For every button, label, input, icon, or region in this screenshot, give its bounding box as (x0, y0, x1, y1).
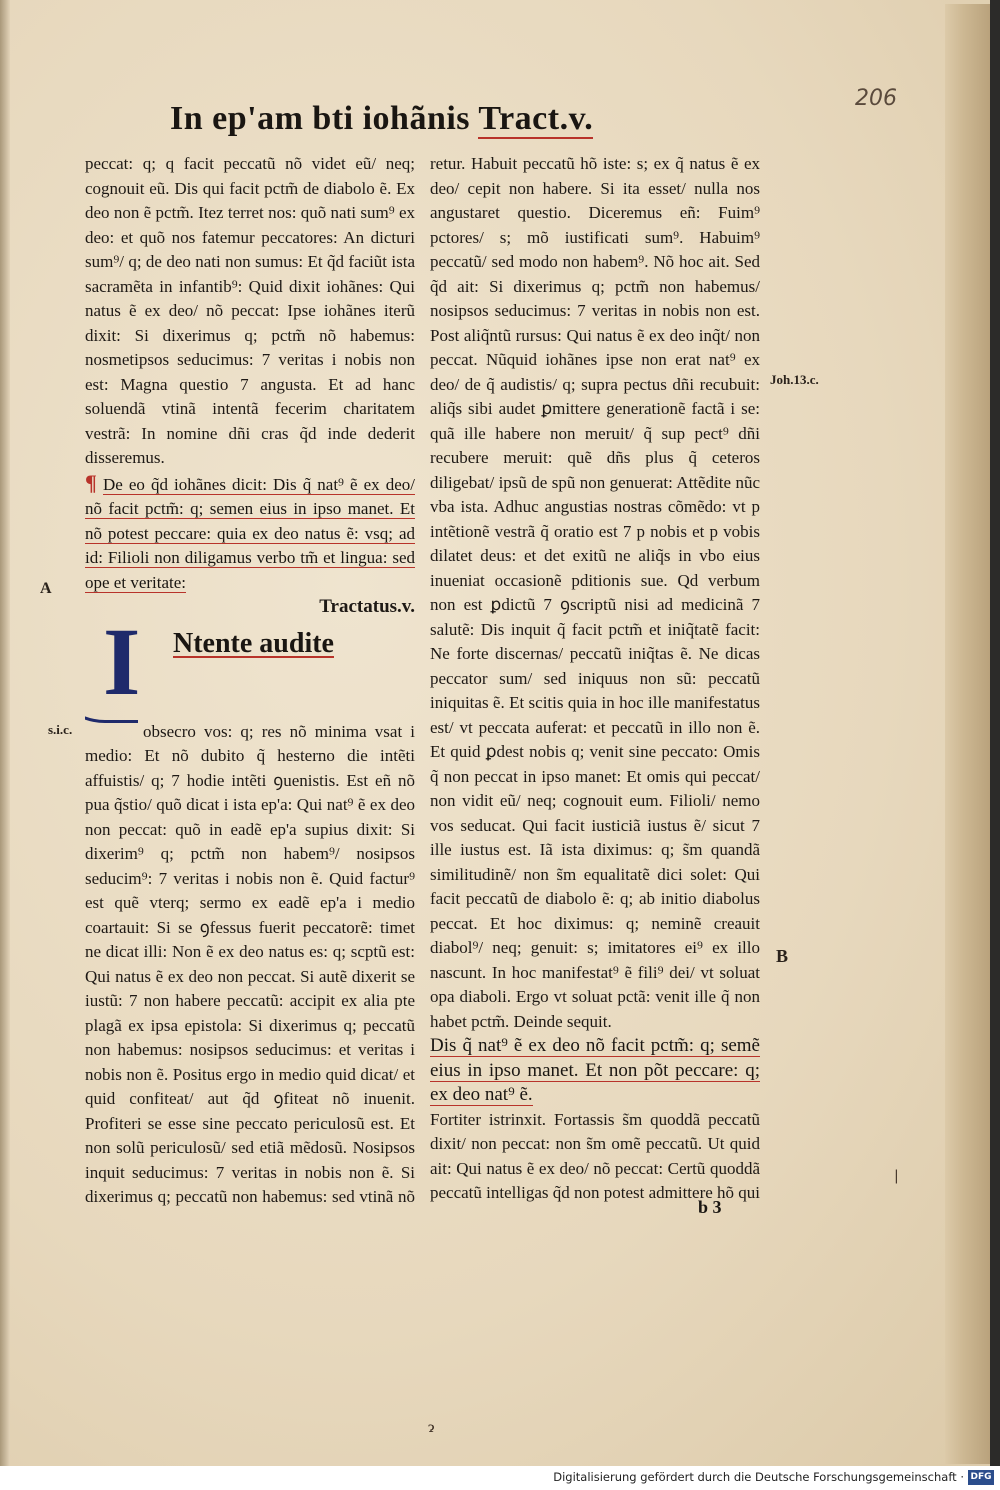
rubric-paragraph (430, 1034, 760, 1108)
page-edge (945, 4, 990, 1464)
rubric-text: Dis q̃ nat⁹ ẽ ex deo nõ facit pctm̃: q; semẽ eius in ipso manet. Et non põt peccare: q; ex deo nat⁹ ẽ. (430, 1035, 760, 1105)
pilcrow-icon: ¶ (85, 469, 97, 495)
text-column-left (85, 152, 415, 1207)
incipit-text: Ntente audite (173, 627, 334, 659)
signature-mark: b 3 (698, 1197, 722, 1217)
initial-block (85, 607, 415, 720)
running-head-title: In ep'am bti iohãnis (170, 100, 471, 137)
running-head-rubric: Tract.v. (478, 100, 594, 137)
tractatus-heading: Tractatus.v. (319, 596, 415, 617)
folio-number: 206 (855, 86, 897, 111)
margin-letter-b: B (776, 946, 789, 966)
paragraph: obsecro vos: q; res nõ minima vsat i medio: Et nõ dubito q̃ hesterno die intẽti affuistis/ q; 7 hodie intẽti ꝯuenistis. Est eñ nõ pua q̃stio/ quõ dicat i ista ep'a: Qui nat⁹ ẽ ex deo non peccat: quõ in eadẽ ep'a supius dixit: Si dixerim⁹ q; pctm̃ non habem⁹/ nosipsos seducim⁹: 7 veritas i nobis non ẽ. Quid factur⁹ est quẽ vterq; sermo ex eadẽ ep'a i medio coartauit: Si se ꝯfessus fuerit peccatorẽ: timet ne dicat illi: Non ẽ ex deo natus es: q; scptũ est: Qui natus ẽ ex deo non peccat. Si autẽ dixerit se iustũ: 7 non habere peccatũ: accipit ex alia pte plagã ex ipsa epistola: Si dixerimus q; peccatũ non habemus: nosipsos seducimus: et veritas i nobis non ẽ. Positus ergo in medio quid dicat/ et quid confiteat/ aut q̃d ꝯfiteat nõ inuenit. Profiteri se esse sine peccato periculosũ est. Et non solũ periculosũ/ sed etiã mẽdosũ. Nosipsos inquit seducimus: 7 veritas in nobis non ẽ. Si dixerimus q; peccatũ non habemus: sed vtinã nõ (85, 721, 415, 1206)
decorated-initial: I (103, 607, 141, 715)
running-head (170, 100, 730, 146)
margin-reference-left: s.i.c. (48, 722, 73, 737)
dfg-logo: DFG (968, 1470, 994, 1485)
margin-letter-a: A (40, 580, 52, 597)
margin-reference-right: Joh.13.c. (770, 372, 819, 387)
paragraph: peccat: q; q facit peccatũ nõ videt eũ/ neq; cognouit eũ. Dis qui facit pctm̃ de diabolo ẽ. Ex deo non ẽ pctm̃. Itez terret nos: quõ nati sum⁹ ex deo: et quõ nos fatemur peccatores: An dicturi sum⁹/ q; de deo nati non sumus: Et q̃d faciũt ista sacramẽta in infantib⁹: Quid dixit iohãnes: Qui natus ẽ ex deo/ nõ peccat: Ipse iohãnes iterũ dixit: Si dixerimus q; pctm̃ nõ habemus: nosmetipsos seducimus: 7 veritas i nobis non est: Magna questio 7 angusta. Et ad hanc soluendã vtinã intentã fecerim charitatem vestrã: In nomine dñi cras q̃d inde dederit disseremus. (85, 154, 415, 467)
footer-credit: Digitalisierung gefördert durch die Deutsche Forschungsgemeinschaft · (553, 1470, 964, 1484)
rubric-text: De eo q̃d iohãnes dicit: Dis q̃ nat⁹ ẽ ex deo/ nõ facit pctm̃: q; semen eius in ipso manet. Et nõ potest peccare: quia ex deo natus ẽ: vsq; ad id: Filioli non diligamus verbo tm̃ et lingua: sed ope et veritate: (85, 474, 415, 592)
ink-stroke-mark: | (894, 1168, 899, 1184)
paragraph: Fortiter istrinxit. Fortassis s̃m quoddã peccatũ dixit/ non peccat: non s̃m omẽ peccatũ. Ut quid ait: Qui natus ẽ ex deo/ nõ peccat: Certũ quoddã peccatũ intelligas q̃d non potest admittere hõ qui (430, 1109, 760, 1202)
page-gutter (0, 0, 10, 1466)
paragraph: retur. Habuit peccatũ hõ iste: s; ex q̃ natus ẽ ex deo/ cepit non habere. Si ita esset/ nulla nos angustaret questio. Diceremus eñ: Fuim⁹ pctores/ s; mõ iustificati sum⁹. Habuim⁹ peccatũ/ sed modo non habem⁹. Nõ hoc ait. Sed q̃d ait: Si dixerimus q; pctm̃ non habemus/ nosipsos seducimus: 7 veritas in nobis non est. Post aliq̃ntũ rursus: Qui natus ẽ ex deo inq̃t/ non peccat. Nũquid iohãnes ipse non erat nat⁹ ex deo/ de q̃ audistis/ q; supra pectus dñi recubuit: aliq̃s sibi audet ꝑmittere generationẽ factã i se: quã ille habere non meruit/ q̃ sup pect⁹ dñi recubere meruit: quẽ dñs plus q̃ ceteros diligebat/ ipsũ de spũ non genuerat: Attẽdite nũc vba ista. Adhuc angustias nostras cõmẽdo: vt p intẽtionẽ vestrã q̃ oratio est 7 p nobis et p vobis dilatet deus: et det exitũ ne aliq̃s in vbo eius inueniat occasionẽ pditionis sue. Qd verbum non est ꝑdictũ 7 ꝯscriptũ nisi ad medicinã 7 salutẽ: Dis inquit q̃ facit pctm̃ et iniq̃tatẽ facit: Ne forte discernas/ peccatũ iniq̃tas ẽ. Ne dicas peccator sum/ sed iniquus non sũ: peccatũ iniquitas ẽ. Et scitis quia in hoc ille manifestatus est/ vt peccata auferat: et peccatũ in illo non ẽ. Et quid ꝑdest nobis q; venit sine peccato: Omis q̃ non peccat in ipso manet: Et omis qui peccat/ non vidit eũ/ neq; cognouit eum. Filioli/ nemo vos seducat. Qui facit iusticiã iustus ẽ/ sicut 7 ille iustus est. Iã ista diximus: q; s̃m quandã similitudinẽ/ non s̃m equalitatẽ dici solet: Qui facit peccatũ de diabolo ẽ: q; ab initio diabolus peccat. Et hoc diximus: q; neminẽ creauit diabol⁹/ neq; genuit: s; imitatores ei⁹ ex illo nascunt. In hoc manifestat⁹ ẽ fili⁹ dei/ vt soluat opa diaboli. Ergo vt soluat pctã: venit ille q̃ non habet pctm̃. Deinde sequit. (430, 154, 760, 1031)
ink-stroke-mark: ɂ (428, 1420, 435, 1436)
footer-bar (0, 1466, 1000, 1490)
text-column-right (430, 152, 760, 1207)
rubric-paragraph (85, 471, 415, 596)
